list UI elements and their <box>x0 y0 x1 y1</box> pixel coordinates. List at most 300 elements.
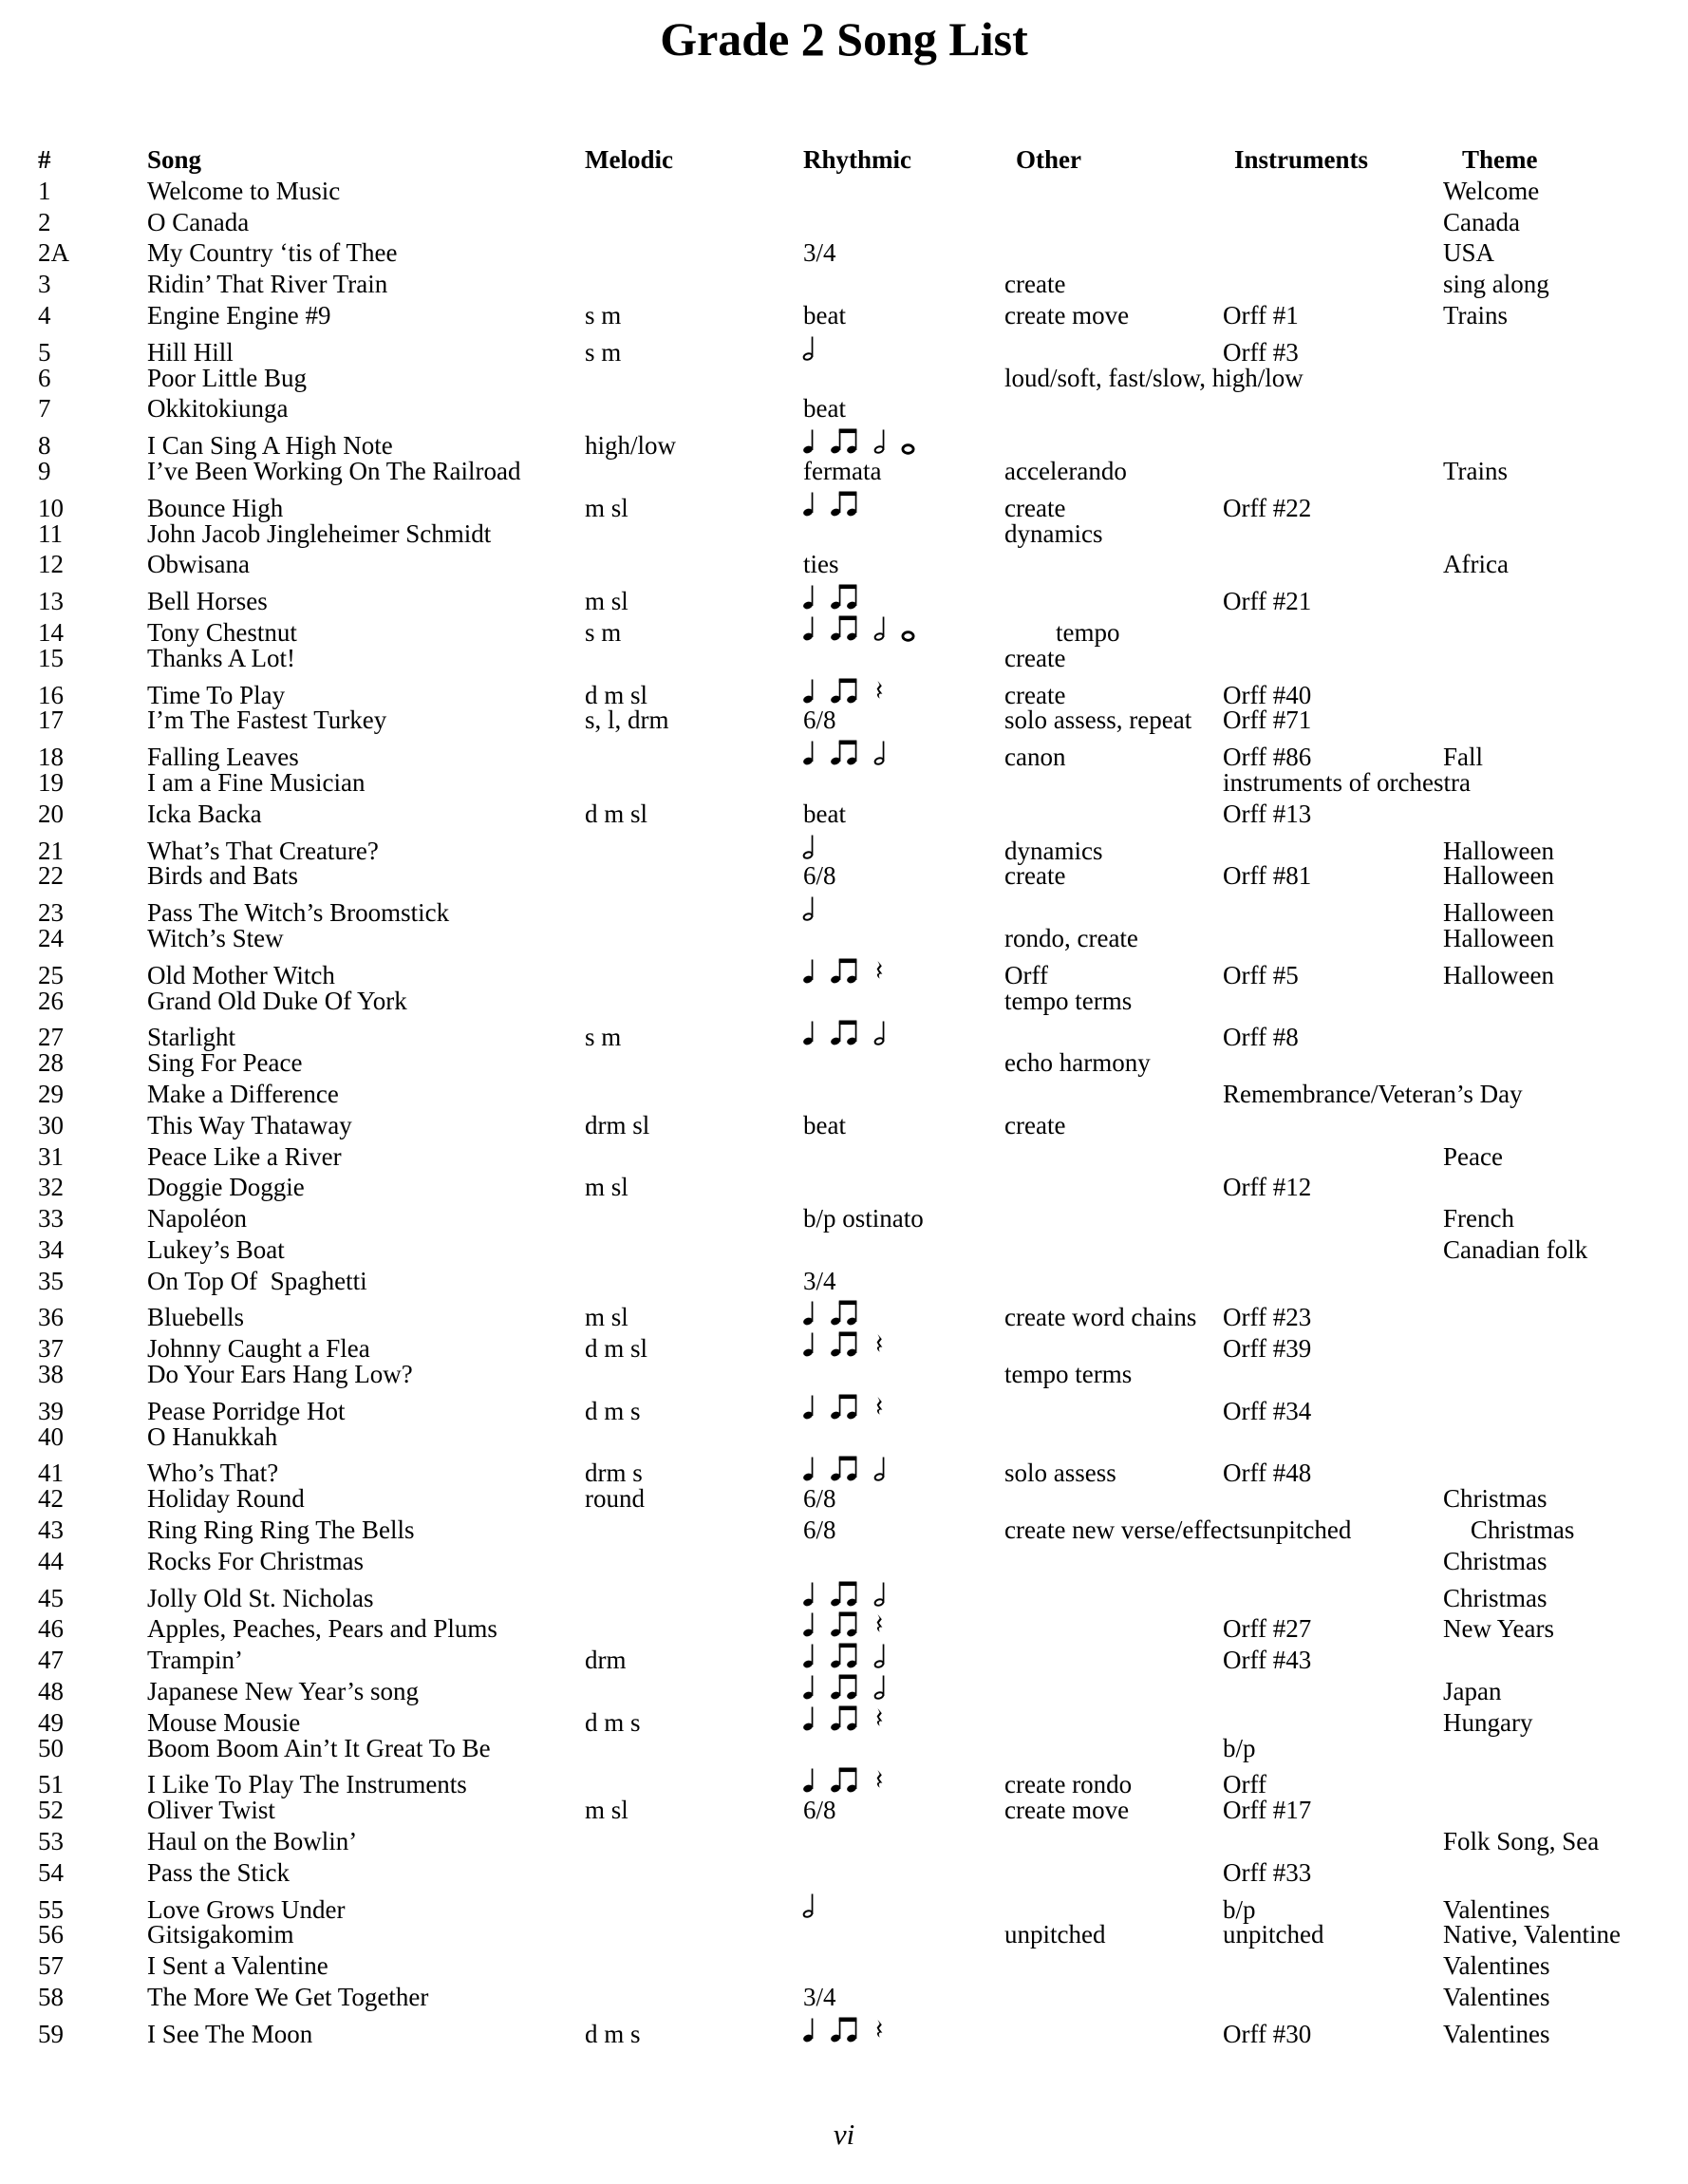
cell-num: 21 <box>38 836 64 865</box>
quarter-note-icon <box>803 1763 815 1793</box>
cell-song: Ridin’ That River Train <box>147 270 388 299</box>
cell-instruments: Remembrance/Veteran’s Day <box>1223 1079 1523 1108</box>
cell-theme: Halloween <box>1443 898 1554 928</box>
cell-song: Witch’s Stew <box>147 923 284 952</box>
cell-num: 29 <box>38 1079 64 1108</box>
cell-num: 2 <box>38 207 51 236</box>
cell-song: Old Mother Witch <box>147 960 335 989</box>
cell-song: Bounce High <box>147 493 284 522</box>
table-row <box>38 1079 1680 1110</box>
cell-theme: French <box>1443 1204 1514 1233</box>
cell-rhythmic: fermata <box>803 456 882 485</box>
table-row <box>38 237 1680 269</box>
cell-melodic: m sl <box>585 1173 628 1202</box>
cell-num: 26 <box>38 986 64 1015</box>
table-row <box>38 1857 1680 1889</box>
cell-num: 28 <box>38 1048 64 1078</box>
cell-melodic: d m sl <box>585 799 648 828</box>
cell-theme: Halloween <box>1443 861 1554 891</box>
cell-other: create move <box>1004 300 1130 329</box>
cell-num: 19 <box>38 767 64 797</box>
cell-other: create <box>1004 1110 1066 1139</box>
quarter-rest-icon <box>874 1327 884 1357</box>
cell-song: Make a Difference <box>147 1079 339 1108</box>
cell-song: Grand Old Duke Of York <box>147 986 407 1015</box>
cell-instruments: Orff #3 <box>1223 337 1299 367</box>
cell-num: 20 <box>38 799 64 828</box>
table-row <box>38 767 1680 799</box>
beamed-eighth-notes-icon <box>831 954 858 984</box>
cell-rhythmic: beat <box>803 300 846 329</box>
cell-melodic: s m <box>585 1023 622 1052</box>
cell-num: 47 <box>38 1646 64 1675</box>
cell-song: Peace Like a River <box>147 1141 342 1171</box>
cell-song: Ring Ring Ring The Bells <box>147 1516 415 1545</box>
table-row <box>38 1889 1680 1924</box>
cell-theme: Africa <box>1443 550 1509 579</box>
cell-num: 15 <box>38 643 64 672</box>
cell-other: rondo, create <box>1004 923 1138 952</box>
cell-song: I Sent a Valentine <box>147 1951 328 1981</box>
cell-num: 44 <box>38 1546 64 1575</box>
table-row <box>38 1919 1680 1950</box>
quarter-note-icon <box>803 1639 815 1668</box>
cell-song: Oliver Twist <box>147 1796 275 1825</box>
cell-melodic: s m <box>585 337 622 367</box>
table-row <box>38 456 1680 487</box>
cell-other: echo harmony <box>1004 1048 1151 1078</box>
half-note-icon <box>874 736 886 765</box>
table-row <box>38 2013 1680 2048</box>
column-header-instruments: Instruments <box>1234 145 1369 174</box>
table-row <box>38 1234 1680 1266</box>
cell-other: create new verse/effects <box>1004 1516 1250 1545</box>
cell-num: 3 <box>38 270 51 299</box>
cell-song: Sing For Peace <box>147 1048 303 1078</box>
column-header-num: # <box>38 145 51 174</box>
table-row <box>38 1733 1680 1764</box>
cell-num: 18 <box>38 743 64 772</box>
cell-song: Engine Engine #9 <box>147 300 331 329</box>
cell-other: canon <box>1004 743 1066 772</box>
cell-num: 7 <box>38 394 51 424</box>
cell-instruments: Orff #13 <box>1223 799 1312 828</box>
cell-other: tempo terms <box>1004 986 1133 1015</box>
cell-song: I am a Fine Musician <box>147 767 366 797</box>
cell-theme: Trains <box>1443 456 1509 485</box>
cell-song: Bluebells <box>147 1303 244 1332</box>
quarter-note-icon <box>803 1016 815 1045</box>
cell-melodic: d m sl <box>585 680 648 709</box>
quarter-rest-icon <box>874 1390 884 1420</box>
quarter-note-icon <box>803 1296 815 1326</box>
cell-song: I Can Sing A High Note <box>147 431 393 461</box>
cell-other: accelerando <box>1004 456 1127 485</box>
quarter-note-icon <box>803 612 815 641</box>
cell-other: create <box>1004 861 1066 891</box>
cell-melodic: drm sl <box>585 1110 650 1139</box>
table-row <box>38 1296 1680 1332</box>
cell-theme: Native, Valentine <box>1443 1920 1621 1949</box>
table-row <box>38 736 1680 772</box>
beamed-eighth-notes-icon <box>831 580 858 610</box>
table-row <box>38 612 1680 647</box>
table-row <box>38 1639 1680 1675</box>
half-note-icon <box>874 1016 886 1045</box>
cell-melodic: s m <box>585 617 622 647</box>
cell-instruments: Orff #48 <box>1223 1459 1312 1488</box>
table-row <box>38 1950 1680 1982</box>
cell-song: I Like To Play The Instruments <box>147 1770 467 1799</box>
table-row <box>38 1577 1680 1612</box>
quarter-rest-icon <box>874 1702 884 1731</box>
cell-num: 45 <box>38 1583 64 1612</box>
column-header-rhythmic: Rhythmic <box>803 145 911 174</box>
table-row <box>38 580 1680 616</box>
table-row <box>38 860 1680 892</box>
cell-instruments: unpitched <box>1223 1920 1324 1949</box>
table-row <box>38 1359 1680 1390</box>
cell-song: Napoléon <box>147 1204 247 1233</box>
beamed-eighth-notes-icon <box>831 674 858 704</box>
cell-num: 17 <box>38 706 64 735</box>
quarter-note-icon <box>803 1608 815 1637</box>
cell-num: 22 <box>38 861 64 891</box>
table-row <box>38 331 1680 367</box>
beamed-eighth-notes-icon <box>831 1327 858 1357</box>
half-note-icon <box>874 612 886 641</box>
cell-other: create <box>1004 680 1066 709</box>
cell-instruments: Orff #27 <box>1223 1614 1312 1644</box>
table-header-row <box>38 144 1680 176</box>
cell-other: create word chains <box>1004 1303 1197 1332</box>
cell-theme: New Years <box>1443 1614 1554 1644</box>
quarter-note-icon <box>803 954 815 984</box>
cell-instruments: Orff #30 <box>1223 2019 1312 2048</box>
quarter-rest-icon <box>874 674 884 704</box>
beamed-eighth-notes-icon <box>831 1390 858 1420</box>
cell-num: 37 <box>38 1334 64 1364</box>
cell-song: Who’s That? <box>147 1459 279 1488</box>
table-row <box>38 1327 1680 1364</box>
cell-song: Hill Hill <box>147 337 234 367</box>
table-row <box>38 1452 1680 1488</box>
cell-other: unpitched <box>1004 1920 1106 1949</box>
cell-other: tempo <box>1004 617 1120 647</box>
cell-num: 50 <box>38 1733 64 1762</box>
cell-num: 35 <box>38 1266 64 1295</box>
table-row <box>38 830 1680 865</box>
cell-instruments: Orff #34 <box>1223 1396 1312 1425</box>
cell-num: 34 <box>38 1234 64 1264</box>
half-note-icon <box>803 830 815 859</box>
cell-song: Rocks For Christmas <box>147 1546 365 1575</box>
cell-num: 13 <box>38 587 64 616</box>
beamed-eighth-notes-icon <box>831 1016 858 1045</box>
cell-num: 53 <box>38 1827 64 1856</box>
cell-song: Icka Backa <box>147 799 262 828</box>
table-row <box>38 269 1680 300</box>
cell-song: Time To Play <box>147 680 286 709</box>
cell-song: Japanese New Year’s song <box>147 1677 419 1706</box>
table-row <box>38 1702 1680 1737</box>
cell-song: I See The Moon <box>147 2019 313 2048</box>
cell-num: 27 <box>38 1023 64 1052</box>
cell-num: 25 <box>38 960 64 989</box>
table-row <box>38 643 1680 674</box>
table-row <box>38 1172 1680 1203</box>
cell-num: 33 <box>38 1204 64 1233</box>
beamed-eighth-notes-icon <box>831 1608 858 1637</box>
table-row <box>38 1390 1680 1425</box>
cell-other: Orff <box>1004 960 1048 989</box>
cell-song: Haul on the Bowlin’ <box>147 1827 358 1856</box>
cell-instruments: b/p <box>1223 1894 1256 1924</box>
cell-num: 39 <box>38 1396 64 1425</box>
cell-song: Apples, Peaches, Pears and Plums <box>147 1614 497 1644</box>
half-note-icon <box>874 1639 886 1668</box>
table-row <box>38 1515 1680 1546</box>
cell-num: 54 <box>38 1857 64 1887</box>
table-row <box>38 799 1680 830</box>
table-row <box>38 363 1680 394</box>
cell-theme: Christmas <box>1443 1583 1547 1612</box>
table-row <box>38 1421 1680 1453</box>
quarter-note-icon <box>803 736 815 765</box>
cell-instruments: Orff #8 <box>1223 1023 1299 1052</box>
cell-num: 31 <box>38 1141 64 1171</box>
quarter-note-icon <box>803 1390 815 1420</box>
cell-theme: Valentines <box>1443 1983 1550 2012</box>
cell-theme: Canada <box>1443 207 1520 236</box>
quarter-rest-icon <box>874 1763 884 1793</box>
cell-theme: Valentines <box>1443 1894 1550 1924</box>
beamed-eighth-notes-icon <box>831 1763 858 1793</box>
cell-song: Birds and Bats <box>147 861 298 891</box>
half-note-icon <box>874 1670 886 1700</box>
table-row <box>38 1016 1680 1052</box>
cell-song: This Way Thataway <box>147 1110 352 1139</box>
cell-instruments: Orff #40 <box>1223 680 1312 709</box>
cell-other: create <box>1004 493 1066 522</box>
cell-num: 43 <box>38 1516 64 1545</box>
cell-melodic: drm s <box>585 1459 643 1488</box>
table-row <box>38 1110 1680 1141</box>
cell-theme: Japan <box>1443 1677 1502 1706</box>
cell-theme: Hungary <box>1443 1707 1533 1737</box>
cell-song: Starlight <box>147 1023 235 1052</box>
cell-num: 11 <box>38 518 63 548</box>
cell-melodic: d m s <box>585 2019 641 2048</box>
cell-rhythmic: b/p ostinato <box>803 1204 924 1233</box>
cell-num: 56 <box>38 1920 64 1949</box>
half-note-icon <box>874 424 886 454</box>
cell-theme: sing along <box>1443 270 1549 299</box>
table-row <box>38 1982 1680 2013</box>
cell-other: create <box>1004 643 1066 672</box>
cell-theme: Halloween <box>1443 960 1554 989</box>
cell-song: Falling Leaves <box>147 743 299 772</box>
beamed-eighth-notes-icon <box>831 1452 858 1481</box>
table-row <box>38 487 1680 522</box>
table-row <box>38 1483 1680 1515</box>
cell-theme: Valentines <box>1443 2019 1550 2048</box>
cell-other: create move <box>1004 1796 1130 1825</box>
cell-melodic: m sl <box>585 1796 628 1825</box>
cell-num: 41 <box>38 1459 64 1488</box>
cell-song: Boom Boom Ain’t It Great To Be <box>147 1733 491 1762</box>
cell-song: Poor Little Bug <box>147 363 307 392</box>
table-row <box>38 1795 1680 1826</box>
beamed-eighth-notes-icon <box>831 1702 858 1731</box>
beamed-eighth-notes-icon <box>831 1639 858 1668</box>
cell-other: tempo terms <box>1004 1360 1133 1389</box>
cell-song: Jolly Old St. Nicholas <box>147 1583 374 1612</box>
cell-rhythmic: 6/8 <box>803 1796 836 1825</box>
cell-instruments: Orff #12 <box>1223 1173 1312 1202</box>
beamed-eighth-notes-icon <box>831 1577 858 1607</box>
cell-instruments: Orff #33 <box>1223 1857 1312 1887</box>
table-row <box>38 207 1680 238</box>
cell-song: Holiday Round <box>147 1484 305 1514</box>
cell-other: dynamics <box>1004 518 1103 548</box>
cell-theme: Valentines <box>1443 1951 1550 1981</box>
cell-num: 10 <box>38 493 64 522</box>
cell-theme: Canadian folk <box>1443 1234 1588 1264</box>
cell-num: 9 <box>38 456 51 485</box>
table-row <box>38 954 1680 989</box>
table-row <box>38 892 1680 928</box>
cell-instruments: instruments of orchestra <box>1223 767 1471 797</box>
page-title: Grade 2 Song List <box>660 12 1028 66</box>
cell-other: solo assess <box>1004 1459 1116 1488</box>
cell-num: 57 <box>38 1951 64 1981</box>
half-note-icon <box>803 1889 815 1918</box>
cell-theme: Fall <box>1443 743 1484 772</box>
quarter-note-icon <box>803 1577 815 1607</box>
cell-rhythmic: 6/8 <box>803 706 836 735</box>
cell-num: 36 <box>38 1303 64 1332</box>
cell-song: The More We Get Together <box>147 1983 429 2012</box>
cell-instruments: unpitched <box>1249 1516 1352 1545</box>
quarter-note-icon <box>803 1327 815 1357</box>
cell-song: Welcome to Music <box>147 176 341 205</box>
quarter-note-icon <box>803 487 815 517</box>
cell-theme: Trains <box>1443 300 1509 329</box>
cell-instruments: Orff #23 <box>1223 1303 1312 1332</box>
cell-song: Love Grows Under <box>147 1894 346 1924</box>
cell-instruments: b/p <box>1223 1733 1256 1762</box>
table-row <box>38 1546 1680 1577</box>
cell-rhythmic: beat <box>803 1110 846 1139</box>
cell-melodic: m sl <box>585 1303 628 1332</box>
cell-theme: Halloween <box>1443 923 1554 952</box>
quarter-note-icon <box>803 1702 815 1731</box>
cell-rhythmic <box>803 2013 1004 2050</box>
cell-instruments: Orff #43 <box>1223 1646 1312 1675</box>
cell-instruments: Orff <box>1223 1770 1266 1799</box>
cell-song: Pass The Witch’s Broomstick <box>147 898 450 928</box>
quarter-note-icon <box>803 2013 815 2043</box>
table-row <box>38 1266 1680 1297</box>
quarter-note-icon <box>803 1670 815 1700</box>
cell-instruments: Orff #1 <box>1223 300 1299 329</box>
cell-theme: Folk Song, Sea <box>1443 1827 1600 1856</box>
cell-song: Obwisana <box>147 550 250 579</box>
beamed-eighth-notes-icon <box>831 424 858 454</box>
cell-melodic: d m sl <box>585 1334 648 1364</box>
cell-num: 58 <box>38 1983 64 2012</box>
table-row <box>38 300 1680 331</box>
cell-song: Lukey’s Boat <box>147 1234 285 1264</box>
beamed-eighth-notes-icon <box>831 736 858 765</box>
cell-song: What’s That Creature? <box>147 836 379 865</box>
cell-song: Gitsigakomim <box>147 1920 294 1949</box>
cell-num: 46 <box>38 1614 64 1644</box>
cell-rhythmic: 3/4 <box>803 238 836 268</box>
table-row <box>38 705 1680 736</box>
half-note-icon <box>803 892 815 921</box>
cell-num: 59 <box>38 2019 64 2048</box>
table-row <box>38 1670 1680 1706</box>
cell-song: Okkitokiunga <box>147 394 289 424</box>
half-note-icon <box>874 1577 886 1607</box>
quarter-note-icon <box>803 674 815 704</box>
cell-theme: Peace <box>1443 1141 1503 1171</box>
cell-num: 1 <box>38 176 51 205</box>
cell-melodic: d m s <box>585 1396 641 1425</box>
cell-other: create rondo <box>1004 1770 1133 1799</box>
cell-rhythmic: beat <box>803 799 846 828</box>
table-row <box>38 176 1680 207</box>
whole-note-icon <box>901 612 915 641</box>
cell-song: Trampin’ <box>147 1646 244 1675</box>
table-row <box>38 1608 1680 1644</box>
cell-rhythmic: beat <box>803 394 846 424</box>
beamed-eighth-notes-icon <box>831 612 858 641</box>
cell-num: 24 <box>38 923 64 952</box>
cell-instruments: Orff #81 <box>1223 861 1312 891</box>
cell-song: Pass the Stick <box>147 1857 291 1887</box>
cell-melodic: s m <box>585 300 622 329</box>
cell-song: On Top Of Spaghetti <box>147 1266 367 1295</box>
column-header-theme: Theme <box>1462 145 1538 174</box>
table-row <box>38 549 1680 580</box>
cell-num: 49 <box>38 1707 64 1737</box>
cell-song: O Canada <box>147 207 250 236</box>
cell-instruments: Orff #17 <box>1223 1796 1312 1825</box>
cell-num: 55 <box>38 1894 64 1924</box>
cell-num: 6 <box>38 363 51 392</box>
cell-instruments: Orff #71 <box>1223 706 1312 735</box>
column-header-other: Other <box>1016 145 1081 174</box>
cell-song: Thanks A Lot! <box>147 643 295 672</box>
cell-song: Johnny Caught a Flea <box>147 1334 370 1364</box>
cell-rhythmic: 3/4 <box>803 1983 836 2012</box>
cell-instruments: Orff #5 <box>1223 960 1299 989</box>
table-row <box>38 1203 1680 1234</box>
cell-num: 5 <box>38 337 51 367</box>
cell-song: Mouse Mousie <box>147 1707 301 1737</box>
table-row <box>38 1826 1680 1857</box>
cell-song: Pease Porridge Hot <box>147 1396 346 1425</box>
cell-instruments: Orff #39 <box>1223 1334 1312 1364</box>
cell-rhythmic: 3/4 <box>803 1266 836 1295</box>
cell-song: I’m The Fastest Turkey <box>147 706 387 735</box>
half-note-icon <box>803 331 815 361</box>
table-row <box>38 986 1680 1017</box>
cell-instruments: Orff #86 <box>1223 743 1312 772</box>
